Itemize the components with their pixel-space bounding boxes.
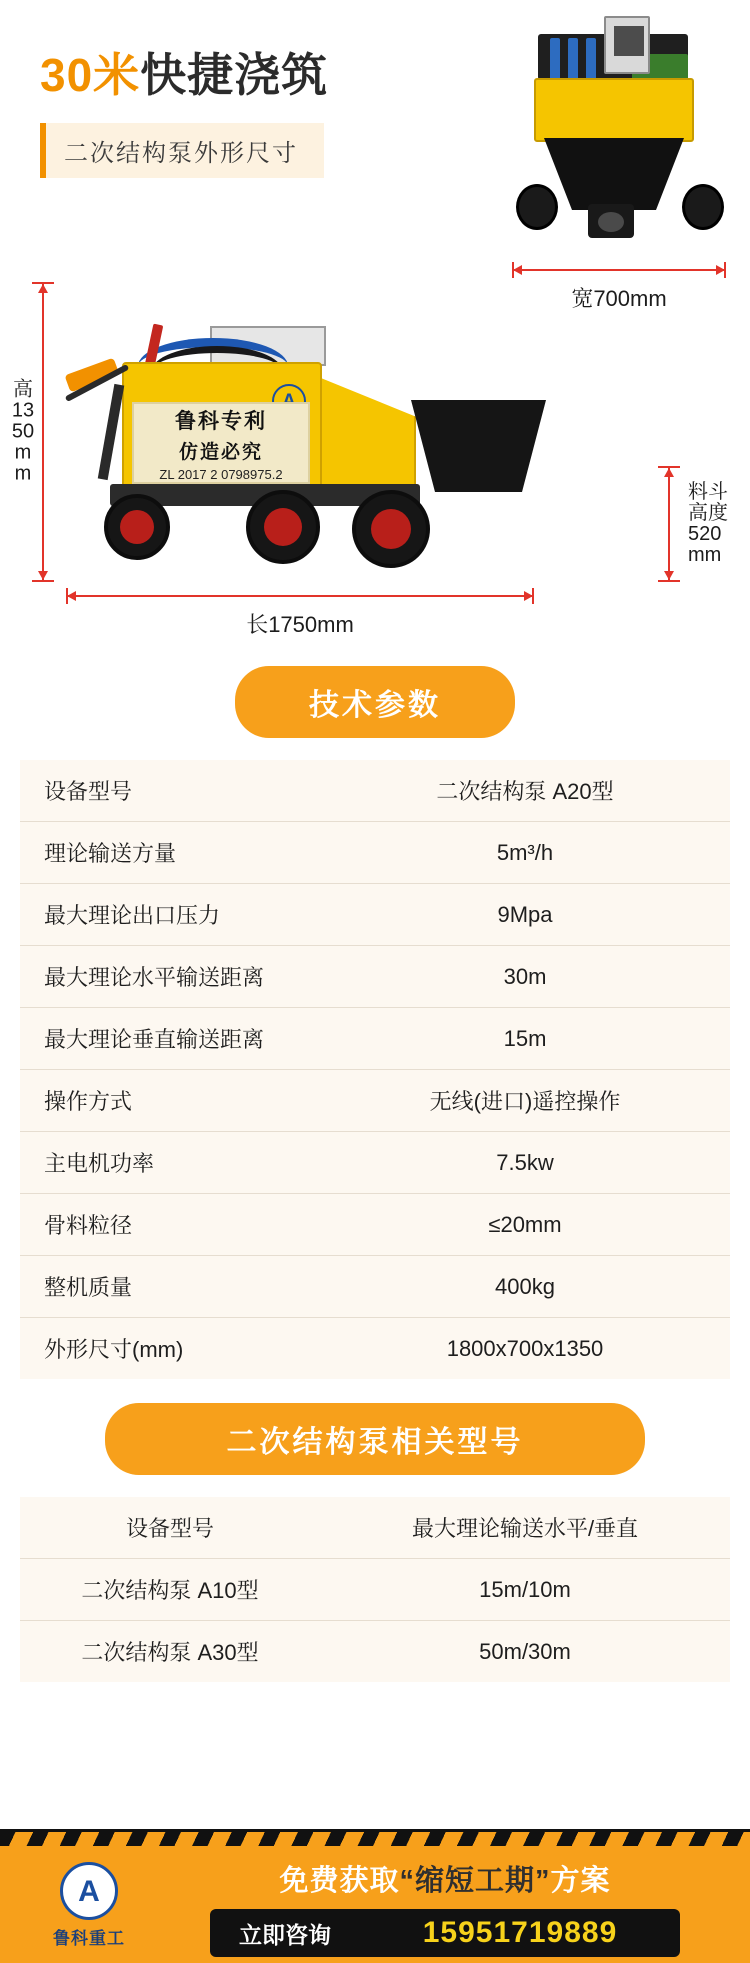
- models-section-heading: 二次结构泵相关型号: [105, 1403, 645, 1475]
- table-row: [20, 884, 730, 946]
- specs-section-heading: 技术参数: [235, 666, 515, 738]
- spec-value: 400kg: [320, 1256, 730, 1318]
- front-cylinder-2-shape: [568, 38, 578, 82]
- front-wheel-left-shape: [516, 184, 558, 230]
- side-hub-front-shape: [120, 510, 154, 544]
- company-logo-icon: A: [60, 1862, 118, 1920]
- models-table: [20, 1497, 730, 1682]
- model-distance: 15m/10m: [320, 1559, 730, 1621]
- spec-value: 二次结构泵 A20型: [320, 760, 730, 822]
- front-outlet-hole-shape: [598, 212, 624, 232]
- arrow-head-down-icon: [664, 571, 674, 580]
- table-row: [20, 1256, 730, 1318]
- spec-key: 操作方式: [20, 1070, 320, 1132]
- front-cylinder-3-shape: [586, 38, 596, 82]
- machine-side-view-section: [0, 280, 750, 640]
- height-dimension-label: 高1350mm: [11, 378, 35, 485]
- front-hopper-shape: [544, 138, 684, 210]
- table-row: [20, 1194, 730, 1256]
- spec-value: 无线(进口)遥控操作: [320, 1070, 730, 1132]
- width-dimension-label: 宽700mm: [571, 286, 667, 311]
- table-row: [20, 760, 730, 822]
- spec-value: 7.5kw: [320, 1132, 730, 1194]
- spec-key: 骨料粒径: [20, 1194, 320, 1256]
- hopper-height-cap-bottom: [658, 580, 680, 582]
- hopper-height-dimension: [648, 466, 740, 582]
- side-hub-middle-shape: [264, 508, 302, 546]
- control-panel-screen-shape: [614, 26, 644, 56]
- side-rear-frame-shape: [316, 376, 416, 496]
- consult-cta-button[interactable]: [210, 1909, 680, 1957]
- front-wheel-right-shape: [682, 184, 724, 230]
- length-dimension: [60, 588, 540, 639]
- table-row: [20, 1132, 730, 1194]
- footer-content: [160, 1858, 730, 1957]
- spec-value: ≤20mm: [320, 1194, 730, 1256]
- table-row: [20, 822, 730, 884]
- front-yellow-body-shape: [534, 78, 694, 142]
- spec-value: 5m³/h: [320, 822, 730, 884]
- length-dimension-arrow: [60, 588, 540, 604]
- table-row: [20, 1070, 730, 1132]
- spec-value: 9Mpa: [320, 884, 730, 946]
- side-hopper-shape: [396, 400, 546, 492]
- specs-table: [20, 760, 730, 1379]
- company-name: 鲁科重工: [53, 1929, 125, 1948]
- width-dimension-line: [512, 269, 726, 271]
- width-dimension-arrow: [506, 262, 732, 278]
- spec-key: 最大理论出口压力: [20, 884, 320, 946]
- patent-plate-line1: 鲁科专利: [175, 409, 267, 433]
- hopper-height-dimension-line: [668, 466, 670, 582]
- length-dimension-line: [66, 595, 534, 597]
- footer-logo: [26, 1862, 152, 1949]
- spec-value: 30m: [320, 946, 730, 1008]
- footer-headline-post: 方案: [550, 1865, 611, 1897]
- front-cylinder-1-shape: [550, 38, 560, 82]
- model-name: 二次结构泵 A10型: [20, 1559, 320, 1621]
- phone-number[interactable]: 15951719889: [422, 1916, 618, 1949]
- footer-headline-pre: 免费获取: [279, 1865, 400, 1897]
- patent-plate-line2: 仿造必究: [178, 441, 263, 463]
- arrow-head-up-icon: [664, 468, 674, 477]
- table-row: [20, 946, 730, 1008]
- arrow-head-right-icon: [716, 265, 725, 275]
- page-subtitle: 二次结构泵外形尺寸: [40, 123, 324, 178]
- table-row: [20, 1318, 730, 1380]
- spec-key: 最大理论垂直输送距离: [20, 1008, 320, 1070]
- footer-stripe-decoration: [0, 1832, 750, 1846]
- footer-headline: [160, 1858, 730, 1899]
- spec-key: 主电机功率: [20, 1132, 320, 1194]
- front-outlet-shape: [588, 204, 634, 238]
- consult-cta-label: 立即咨询: [239, 1921, 331, 1948]
- arrow-head-left-icon: [513, 265, 522, 275]
- side-hub-rear-shape: [371, 509, 411, 549]
- table-row: [20, 1008, 730, 1070]
- patent-plate: [132, 402, 310, 484]
- footer-headline-highlight: “缩短工期”: [399, 1865, 551, 1897]
- model-distance: 50m/30m: [320, 1621, 730, 1683]
- spec-key: 整机质量: [20, 1256, 320, 1318]
- front-control-box-shape: [604, 16, 650, 74]
- length-dimension-label: 长1750mm: [246, 612, 354, 637]
- side-steering-column-shape: [98, 384, 125, 480]
- footer-banner: [0, 1829, 750, 1963]
- table-row: [20, 1559, 730, 1621]
- machine-front-view-image: [512, 8, 732, 268]
- spec-value: 1800x700x1350: [320, 1318, 730, 1380]
- patent-plate-number: ZL 2017 2 0798975.2: [159, 466, 283, 482]
- spec-value: 15m: [320, 1008, 730, 1070]
- spec-key: 设备型号: [20, 760, 320, 822]
- table-row: [20, 1621, 730, 1683]
- spec-key: 最大理论水平输送距离: [20, 946, 320, 1008]
- arrow-head-right-icon: [524, 591, 533, 601]
- page-title-number: 30米: [40, 49, 141, 101]
- page-title-rest: 快捷浇筑: [140, 49, 329, 101]
- spec-key: 理论输送方量: [20, 822, 320, 884]
- models-header-key: 设备型号: [20, 1497, 320, 1559]
- model-name: 二次结构泵 A30型: [20, 1621, 320, 1683]
- models-header-value: 最大理论输送水平/垂直: [320, 1497, 730, 1559]
- spec-key: 外形尺寸(mm): [20, 1318, 320, 1380]
- machine-side-view-image: [40, 280, 560, 590]
- hopper-height-dimension-label: 料斗高度520mm: [688, 481, 728, 566]
- arrow-head-left-icon: [67, 591, 76, 601]
- table-header-row: [20, 1497, 730, 1559]
